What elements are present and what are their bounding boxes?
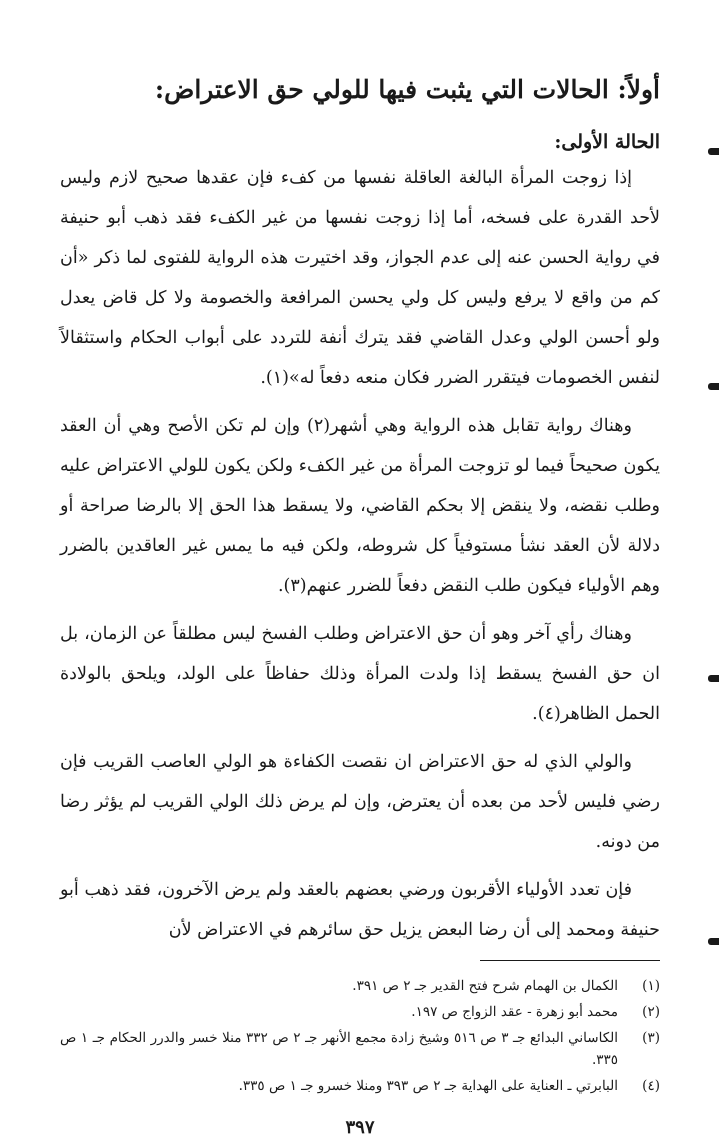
paragraph-4: والولي الذي له حق الاعتراض ان نقصت الكفاءة هو الولي العاصب القريب فإن رضي فليس لأحد من بعده أن يعترض، وإن لم يرض ذلك الولي القريب لم يؤثر رضا من دونه. <box>60 752 660 852</box>
case-subheading: الحالة الأولى: <box>554 131 660 153</box>
footnote-number: (٢) <box>642 1004 660 1020</box>
page-content <box>60 60 660 1138</box>
footnote-number: (٤) <box>642 1078 660 1094</box>
paragraph-1: إذا زوجت المرأة البالغة العاقلة نفسها من كفء فإن عقدها صحيح لازم وليس لأحد القدرة على فسخه، أما إذا زوجت نفسها من غير الكفء فقد ذهب أبو حنيفة في رواية الحسن عنه إلى عدم الجواز، وقد اختيرت هذه الرواية للفتوى لما ذكر «أن كم من واقع لا يرفع وليس كل ولي يحسن المرافعة والخصومة ولا كل قاض يعدل ولو أحسن الولي وعدل القاضي فقد يترك أنفة للتردد على أبواب الحكام واستثقالاً لنفس الخصومات فيتقرر الضرر فكان منعه دفعاً له»(١). <box>60 168 660 388</box>
scan-edge-mark <box>708 938 719 945</box>
section-heading: أولاً: الحالات التي يثبت فيها للولي حق الاعتراض: <box>154 75 660 104</box>
paragraph-2: وهناك رواية تقابل هذه الرواية وهي أشهر(٢) وإن لم تكن الأصح وهي أن العقد يكون صحيحاً فيما لو تزوجت المرأة من غير الكفء ولكن يكون للولي الاعتراض عليه وطلب نقضه، ولا ينقض إلا بحكم القاضي، ولا يسقط هذا الحق إلا بالرضا صراحة أو دلالة لأن العقد نشأ مستوفياً كل شروطه، ولكن فيه ما يمس غير العاقدين بالضرر وهم الأولياء فيكون طلب النقض دفعاً للضرر عنهم(٣). <box>60 416 660 596</box>
footnote-4 <box>60 1075 660 1097</box>
footnote-text: البابرتي ـ العناية على الهداية جـ ٢ ص ٣٩٣ ومنلا خسرو جـ ١ ص ٣٣٥. <box>238 1078 618 1094</box>
paragraph-3: وهناك رأي آخر وهو أن حق الاعتراض وطلب الفسخ ليس مطلقاً عن الزمان، بل ان حق الفسخ يسقط إذا ولدت المرأة وذلك حفاظاً على الولد، ويلحق بالولادة الحمل الظاهر(٤). <box>60 624 660 724</box>
footnote-number: (٣) <box>642 1030 660 1046</box>
footnote-number: (١) <box>642 978 660 994</box>
footnote-1 <box>60 975 660 997</box>
scan-edge-mark <box>708 148 719 155</box>
footnote-text: الكمال بن الهمام شرح فتح القدير جـ ٢ ص ٣٩١. <box>352 978 618 994</box>
scan-edge-mark <box>708 675 719 682</box>
page-number: ٣٩٧ <box>345 1117 375 1138</box>
footnote-2 <box>60 1001 660 1023</box>
footnote-separator <box>480 960 660 961</box>
paragraph-5: فإن تعدد الأولياء الأقربون ورضي بعضهم بالعقد ولم يرض الآخرون، فقد ذهب أبو حنيفة ومحمد إلى أن رضا البعض يزيل حق سائرهم في الاعتراض لأن <box>60 880 660 940</box>
footnote-text: محمد أبو زهرة - عقد الزواج ص ١٩٧. <box>411 1004 618 1020</box>
footnote-text: الكاساني البدائع جـ ٣ ص ٥١٦ وشيخ زادة مجمع الأنهر جـ ٢ ص ٣٣٢ منلا خسر والدرر الحكام جـ ١ ص ٣٣٥. <box>60 1030 619 1068</box>
scan-edge-mark <box>708 383 719 390</box>
footnote-3 <box>60 1027 660 1071</box>
